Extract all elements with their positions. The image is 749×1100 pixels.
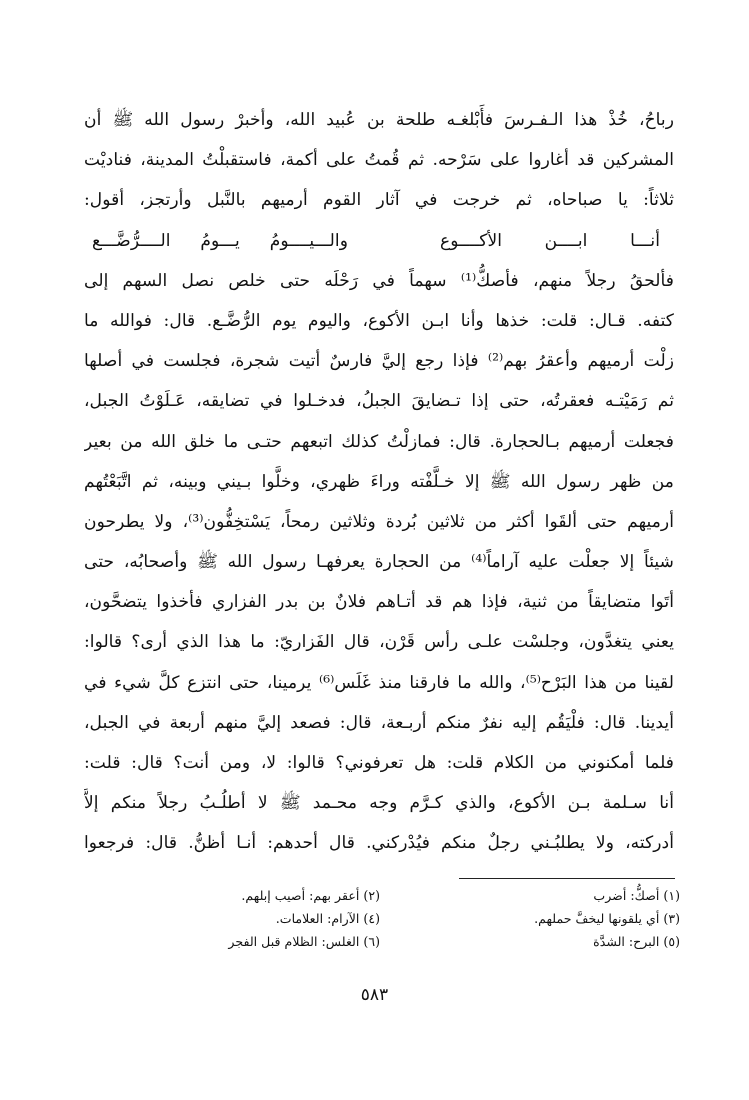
- verse-line: [84, 221, 674, 261]
- text-line: فلما أمكنوني من الكلام قلت: هل تعرفوني؟ قالوا: لا، ومن أنت؟ قال: قلت:: [84, 753, 674, 773]
- main-text: [84, 100, 674, 864]
- text-line: من ظهر رسول الله ﷺ إلا خـلَّفْته وراءَ ظهري، وخلَّوا بـيني وبينه، ثم اتَّبَعْتُهم: [84, 471, 674, 492]
- text-line: المشركين قد أغاروا على سَرْحه. ثم قُمتُ على أكمة، فاستقبلْتُ المدينة، فناديْت: [84, 150, 674, 171]
- text-line: أنا سـلمة بـن الأكوع، والذي كـرَّم وجه محـمد ﷺ لا أطلُـبُ رجلاً منكم إلاَّ: [84, 793, 674, 814]
- text-line: أتَوا متضايقاً من ثنية، فإذا هم قد أتـاهم فلانٌ بن بدر الفزاري فأخذوا يتضحَّون،: [84, 592, 674, 613]
- footnote: (٢) أعقر بهم: أصيب إبلهم.: [241, 888, 380, 903]
- text-line: رباحُ، خُذْ هذا الـفـرسَ فأَبْلغـه طلحة بن عُبيد الله، وأخبرْ رسول الله ﷺ أن: [84, 110, 674, 130]
- text-line: زلْت أرميهم وأعقرُ بهم⁽²⁾ فإذا رجع إليَّ فارسٌ أتيت شجرة، فجلست في أصلها: [84, 351, 674, 372]
- page-number: ٥٨٣: [360, 985, 389, 1005]
- text-line: أيدينا. قال: فلْيَقُم إليه نفرٌ منكم أربـعة، قال: فصعد إليَّ منهم أربعة في الجبل،: [84, 712, 674, 733]
- footnote: (٦) الغلس: الظلام قبل الفجر: [228, 934, 380, 949]
- footnote-separator: [459, 878, 675, 879]
- text-line: أرميهم حتى ألقَوا أكثر من ثلاثين بُردة وثلاثين رمحاً، يَسْتخِفُّون⁽³⁾، ولا يطرحون: [84, 511, 674, 532]
- footnote: (٣) أي يلقونها ليخفَّ حملهم.: [534, 911, 680, 926]
- text-line: ثلاثاً: يا صباحاه، ثم خرجت في آثار القوم أرميهم بالنَّبل وأرتجز، أقول:: [84, 190, 674, 211]
- footnote-row: [150, 884, 680, 907]
- footnote-row: [150, 930, 680, 953]
- verse-first-hemistich: أنـــا ابــــن الأكــــوع: [440, 230, 660, 251]
- verse-second-hemistich: والـــيــــومُ يـــومُ الــــرُّضَّـــع: [92, 230, 348, 251]
- footnote: (٥) البرح: الشدَّة: [593, 934, 680, 949]
- text-line: ثم رَمَيْتـه فعقرتُه، حتى إذا تـضايقَ الجبلُ، فدخـلوا في تضايقه، عَـلَوْتُ الجبل،: [84, 391, 674, 412]
- text-line: فجعلت أرميهم بـالحجارة. قال: فمازلْتُ كذلك اتبعهم حتـى ما خلق الله من بعير: [84, 431, 674, 452]
- text-line: فألحقُ رجلاً منهم، فأصكُّ⁽¹⁾ سهماً في رَحْلَه حتى خلص نصل السهم إلى: [84, 270, 674, 291]
- text-line: يعني يتغدَّون، وجلسْت علـى رأس قَرْن، قال الفَزاريّ: ما هذا الذي أرى؟ قالوا:: [84, 632, 674, 653]
- footnotes: [150, 884, 680, 953]
- footnote: (١) أصكُّ: أضرب: [593, 888, 680, 903]
- text-line: أدركته، ولا يطلبُـني رجلٌ منكم فيُدْركني. قال أحدهم: أنـا أظنُّ. قال: فرجعوا: [84, 833, 674, 854]
- text-line: لقينا من هذا البَرْح⁽⁵⁾، والله ما فارقنا منذ غَلَس⁽⁶⁾ يرمينا، حتى انتزع كلَّ شيء في: [84, 672, 674, 693]
- text-line: شيئاً إلا جعلْت عليه آراماً⁽⁴⁾ من الحجارة يعرفهـا رسول الله ﷺ وأصحابُه، حتى: [84, 552, 674, 573]
- footnote: (٤) الآرام: العلامات.: [275, 911, 380, 926]
- footnote-row: [150, 907, 680, 930]
- text-line: كتفه. قـال: قلت: خذها وأنا ابـن الأكوع، واليوم يوم الرُّضَّـع. قال: فوالله ما: [84, 310, 674, 331]
